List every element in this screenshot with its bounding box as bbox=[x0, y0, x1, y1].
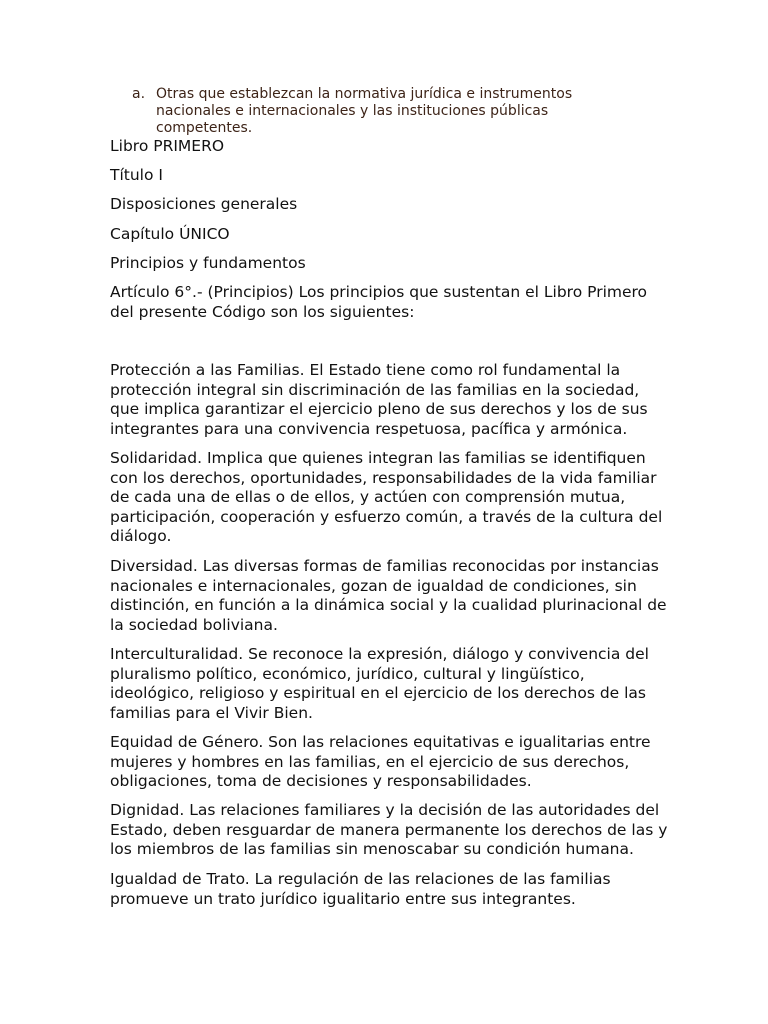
list-marker: a. bbox=[132, 86, 146, 102]
heading-capitulo: Capítulo ÚNICO bbox=[110, 225, 230, 243]
heading-principios: Principios y fundamentos bbox=[110, 254, 306, 272]
list-item-text: Otras que establezcan la normativa jurídica e instrumentos nacionales e internacionales y las instituciones públicas competentes. bbox=[156, 86, 573, 136]
heading-titulo: Título I bbox=[110, 166, 163, 184]
principle-paragraph: Protección a las Familias. El Estado tiene como rol fundamental la protección integral sin discriminación de las familias en la sociedad, que implica garantizar el ejercicio pleno de sus derechos y los de sus integrantes para una convivencia respetuosa, pacífica y armónica. bbox=[110, 361, 648, 438]
principle-paragraph: Dignidad. Las relaciones familiares y la decisión de las autoridades del Estado, deben resguardar de manera permanente los derechos de las y los miembros de las familias sin menoscabar su condición humana. bbox=[110, 801, 668, 859]
principle-paragraph: Solidaridad. Implica que quienes integran las familias se identifiquen con los derechos, oportunidades, responsabilidades de la vida familiar de cada una de ellas o de ellos, y actúen con comprensión mutua, participación, cooperación y esfuerzo común, a través de la cultura del diálogo. bbox=[110, 449, 663, 546]
principle-paragraph: Interculturalidad. Se reconoce la expresión, diálogo y convivencia del pluralismo político, económico, jurídico, cultural y lingüístico, ideológico, religioso y espiritual en el ejercicio de los derechos de las familias para el Vivir Bien. bbox=[110, 645, 649, 722]
heading-libro: Libro PRIMERO bbox=[110, 137, 225, 155]
principle-paragraph: Igualdad de Trato. La regulación de las relaciones de las familias promueve un trato jurídico igualitario entre sus integrantes. bbox=[110, 870, 611, 908]
heading-disposiciones: Disposiciones generales bbox=[110, 195, 298, 213]
articulo-paragraph: Artículo 6°.- (Principios) Los principios que sustentan el Libro Primero del presente Código son los siguientes: bbox=[110, 283, 648, 321]
principle-paragraph: Diversidad. Las diversas formas de familias reconocidas por instancias nacionales e internacionales, gozan de igualdad de condiciones, sin distinción, en función a la dinámica social y la cualidad plurinacional de la sociedad boliviana. bbox=[110, 557, 667, 634]
principle-paragraph: Equidad de Género. Son las relaciones equitativas e igualitarias entre mujeres y hombres en las familias, en el ejercicio de sus derechos, obligaciones, toma de decisiones y responsabilidades. bbox=[110, 733, 651, 791]
